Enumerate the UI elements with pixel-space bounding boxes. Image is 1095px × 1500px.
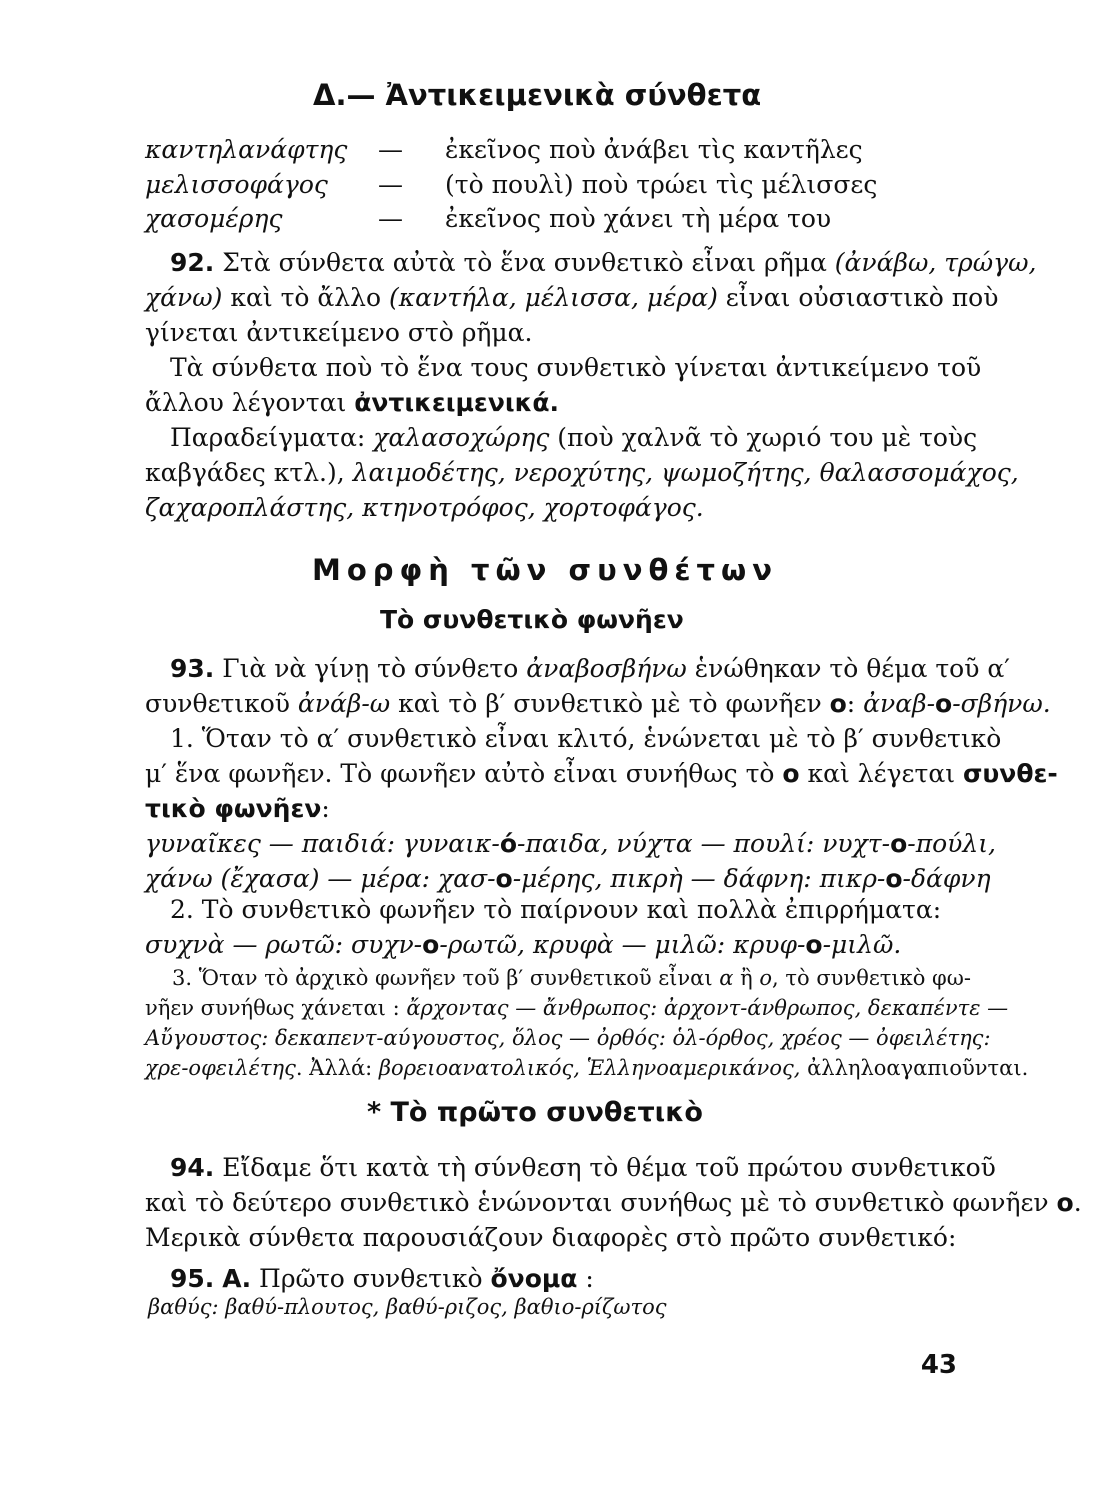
text: : xyxy=(846,689,864,718)
heading-morfi: Μορφὴ τῶν συνθέτων xyxy=(312,553,778,587)
text: λαιμοδέτης, νεροχύτης, ψωμοζήτης, θαλασσομάχος, xyxy=(352,458,1019,487)
text-line xyxy=(145,386,559,420)
text-line xyxy=(145,993,1008,1023)
term-bold: ὄνομα xyxy=(490,1264,578,1293)
text: καὶ τὸ δεύτερο συνθετικὸ ἑνώνονται συνήθως μὲ τὸ συνθετικὸ φωνῆεν xyxy=(145,1188,1057,1217)
vowel-bold: ο xyxy=(805,930,823,959)
text-line xyxy=(145,757,1058,791)
vowel-bold: ό xyxy=(499,829,517,858)
text: χάνω) xyxy=(145,283,223,312)
text-line xyxy=(170,421,977,455)
text: εἶναι οὐσιαστικὸ ποὺ xyxy=(717,283,999,312)
text: καὶ λέγεται xyxy=(799,759,963,788)
text: ἢ xyxy=(733,966,760,990)
vowel-bold: ο xyxy=(1056,1188,1074,1217)
heading-proto: * Τὸ πρῶτο συνθετικὸ xyxy=(367,1097,703,1128)
text: ἀναβ- xyxy=(863,689,936,718)
text: καβγάδες κτλ.), xyxy=(145,458,353,487)
text: ἄρχοντας — ἄνθρωπος: ἀρχοντ-άνθρωπος, δεκαπέντε — xyxy=(406,996,1009,1020)
text: (ἀνάβω, τρώγω, xyxy=(834,248,1037,277)
text: συχνὰ — ρωτῶ: συχν- xyxy=(145,930,423,959)
text: , τὸ συνθετικὸ φω- xyxy=(772,966,971,990)
text: -μιλῶ. xyxy=(822,930,902,959)
text: μ′ ἕνα φωνῆεν. Τὸ φωνῆεν αὐτὸ εἶναι συνήθως τὸ xyxy=(145,759,783,788)
text-line: γίνεται ἀντικείμενο στὸ ρῆμα. xyxy=(145,318,533,347)
example-term: χασομέρης xyxy=(145,204,283,233)
text: -πούλι, xyxy=(907,829,996,858)
text: : xyxy=(577,1264,594,1293)
text: (καντήλα, μέλισσα, μέρα) xyxy=(388,283,718,312)
text: -σβήνω. xyxy=(952,689,1051,718)
vowel-bold: ο xyxy=(782,759,800,788)
example-dash: — xyxy=(378,204,403,233)
vowel-bold: ο xyxy=(495,864,513,893)
text-line xyxy=(170,1262,594,1296)
text: καὶ τὸ β′ συνθετικὸ μὲ τὸ φωνῆεν xyxy=(390,689,830,718)
text-line xyxy=(145,862,991,896)
text-line xyxy=(170,1151,996,1185)
text-line xyxy=(145,281,998,315)
term-bold: συνθε- xyxy=(962,759,1058,788)
page-number: 43 xyxy=(920,1350,957,1380)
vowel-bold: ο xyxy=(885,864,903,893)
text: Στὰ σύνθετα αὐτὰ τὸ ἕνα συνθετικὸ εἶναι ρῆμα xyxy=(222,248,835,277)
text: -παιδα, νύχτα — πουλί: νυχτ- xyxy=(517,829,891,858)
text-line: 2. Τὸ συνθετικὸ φωνῆεν τὸ παίρνουν καὶ πολλὰ ἐπιρρήματα: xyxy=(170,895,942,924)
text-line: βαθύς: βαθύ-πλουτος, βαθύ-ριζος, βαθιο-ρίζωτος xyxy=(148,1295,667,1319)
text-line: ζαχαροπλάστης, κτηνοτρόφος, χορτοφάγος. xyxy=(145,493,704,522)
text: νῆεν συνήθως χάνεται : xyxy=(145,996,407,1020)
text: -μέρης, πικρὴ — δάφνη: πικρ- xyxy=(512,864,886,893)
example-definition: (τὸ πουλὶ) ποὺ τρώει τὶς μέλισσες xyxy=(445,170,878,199)
text: ἑνώθηκαν τὸ θέμα τοῦ α′ xyxy=(686,654,1010,683)
heading-fonien: Τὸ συνθετικὸ φωνῆεν xyxy=(380,605,684,634)
text-line: Τὰ σύνθετα ποὺ τὸ ἕνα τους συνθετικὸ γίνεται ἀντικείμενο τοῦ xyxy=(170,353,982,382)
text: : xyxy=(321,794,330,823)
paragraph-number: 94. xyxy=(170,1153,215,1182)
text: χάνω (ἔχασα) — μέρα: χασ- xyxy=(145,864,496,893)
text: Πρῶτο συνθετικὸ xyxy=(251,1264,491,1293)
text-line xyxy=(145,687,1051,721)
section-heading: Δ.— Ἀντικειμενικὰ σύνθετα xyxy=(313,78,762,112)
text-line xyxy=(145,1186,1082,1220)
text-line xyxy=(145,792,330,826)
text: ἄλλου λέγονται xyxy=(145,388,355,417)
text: χαλασοχώρης xyxy=(373,423,550,452)
text: χρε-οφειλέτης xyxy=(145,1056,296,1080)
term-bold: τικὸ φωνῆεν xyxy=(145,794,322,823)
text: . Ἀλλά: xyxy=(295,1056,379,1080)
text: ἀλληλοαγαπιοῦνται. xyxy=(800,1056,1029,1080)
example-definition: ἐκεῖνος ποὺ ἀνάβει τὶς καντῆλες xyxy=(445,135,863,164)
text-line xyxy=(145,456,1019,490)
paragraph-number: 92. xyxy=(170,248,215,277)
text-line: Αὔγουστος: δεκαπεντ-αύγουστος, ὅλος — ὀρθός: ὁλ-όρθος, χρέος — ὀφειλέτης: xyxy=(145,1026,991,1050)
vowel-bold: ο xyxy=(890,829,908,858)
text-line xyxy=(170,652,1010,686)
term-bold: ἀντικειμενικά. xyxy=(354,388,560,417)
text: καὶ τὸ ἄλλο xyxy=(222,283,389,312)
text: α xyxy=(719,966,734,990)
example-dash: — xyxy=(378,170,403,199)
text: -δάφνη xyxy=(902,864,991,893)
example-term: μελισσοφάγος xyxy=(145,170,328,199)
text: . xyxy=(1073,1188,1082,1217)
text: ο xyxy=(759,966,773,990)
text-line xyxy=(170,246,1036,280)
vowel-bold: ο xyxy=(829,689,847,718)
text: συνθετικοῦ xyxy=(145,689,298,718)
text: -ρωτῶ, κρυφὰ — μιλῶ: κρυφ- xyxy=(439,930,806,959)
text: Εἴδαμε ὅτι κατὰ τὴ σύνθεση τὸ θέμα τοῦ πρώτου συνθετικοῦ xyxy=(222,1153,996,1182)
text-line xyxy=(172,963,971,993)
text: βορειοανατολικός, Ἑλληνοαμερικάνος, xyxy=(378,1056,801,1080)
text: (ποὺ χαλνᾶ τὸ χωριό του μὲ τοὺς xyxy=(549,423,978,452)
section-label: Α. xyxy=(222,1264,252,1293)
text-line xyxy=(145,827,996,861)
text: ἀνάβ-ω xyxy=(297,689,391,718)
text: 3. Ὅταν τὸ ἀρχικὸ φωνῆεν τοῦ β′ συνθετικοῦ εἶναι xyxy=(172,966,720,990)
text-line xyxy=(145,1053,1028,1083)
text: γυναῖκες — παιδιά: γυναικ- xyxy=(145,829,500,858)
text: ἀναβοσβήνω xyxy=(526,654,687,683)
text-line xyxy=(145,928,901,962)
text-line: Μερικὰ σύνθετα παρουσιάζουν διαφορὲς στὸ πρῶτο συνθετικό: xyxy=(145,1223,957,1252)
vowel-bold: ο xyxy=(935,689,953,718)
text: Γιὰ νὰ γίνῃ τὸ σύνθετο xyxy=(222,654,527,683)
paragraph-number: 93. xyxy=(170,654,215,683)
text: Παραδείγματα: xyxy=(170,423,374,452)
example-definition: ἐκεῖνος ποὺ χάνει τὴ μέρα του xyxy=(445,204,832,233)
example-dash: — xyxy=(378,135,403,164)
text-line: 1. Ὅταν τὸ α′ συνθετικὸ εἶναι κλιτό, ἑνώνεται μὲ τὸ β′ συνθετικὸ xyxy=(170,724,1002,753)
vowel-bold: ο xyxy=(422,930,440,959)
paragraph-number: 95. xyxy=(170,1264,215,1293)
example-term: καντηλανάφτης xyxy=(145,135,348,164)
